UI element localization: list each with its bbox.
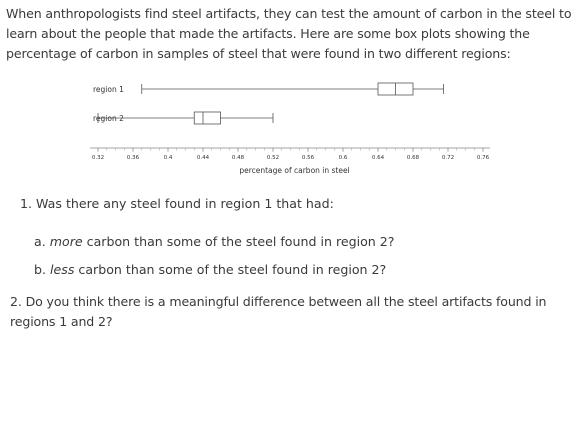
question-1a-prefix: a. [34, 234, 50, 249]
x-axis-tick-label: 0.52 [266, 155, 280, 161]
question-1: 1. Was there any steel found in region 1 that had: [20, 196, 334, 211]
x-axis-tick-label: 0.4 [163, 155, 173, 161]
question-1b-prefix: b. [34, 262, 51, 277]
region-1-label: region 1 [93, 85, 124, 94]
x-axis-tick-label: 0.68 [406, 155, 420, 161]
question-2 [10, 292, 582, 332]
x-axis-tick-label: 0.48 [231, 155, 245, 161]
box-plot-figure [0, 72, 585, 182]
intro-paragraph: When anthropologists find steel artifacts, they can test the amount of carbon in the steel to learn about the people that made the artifacts. Here are some box plots showing the percentage of carbon in samples of steel that were found in two different regions: [6, 6, 572, 61]
question-1b [34, 262, 386, 277]
box-plot-chart [0, 72, 585, 182]
region-2-box [194, 112, 220, 124]
question-1a-emphasis: more [49, 234, 83, 249]
x-axis-tick-label: 0.36 [126, 155, 140, 161]
region-2-label: region 2 [93, 114, 124, 123]
x-axis-tick-label: 0.64 [371, 155, 385, 161]
question-1b-rest: carbon than some of the steel found in region 2? [74, 262, 387, 277]
x-axis-tick-label: 0.44 [196, 155, 210, 161]
x-axis-tick-label: 0.72 [441, 155, 455, 161]
question-1a-rest: carbon than some of the steel found in region 2? [82, 234, 395, 249]
x-axis-title: percentage of carbon in steel [239, 166, 350, 175]
x-axis-tick-label: 0.32 [91, 155, 105, 161]
question-2-number: 2. [10, 294, 22, 309]
x-axis-tick-label: 0.56 [301, 155, 315, 161]
question-1a [34, 234, 394, 249]
question-2-text: Do you think there is a meaningful difference between all the steel artifacts found in regions 1 and 2? [10, 294, 547, 329]
question-1b-emphasis: less [50, 262, 75, 277]
x-axis-tick-label: 0.76 [476, 155, 490, 161]
x-axis-tick-label: 0.6 [338, 155, 348, 161]
